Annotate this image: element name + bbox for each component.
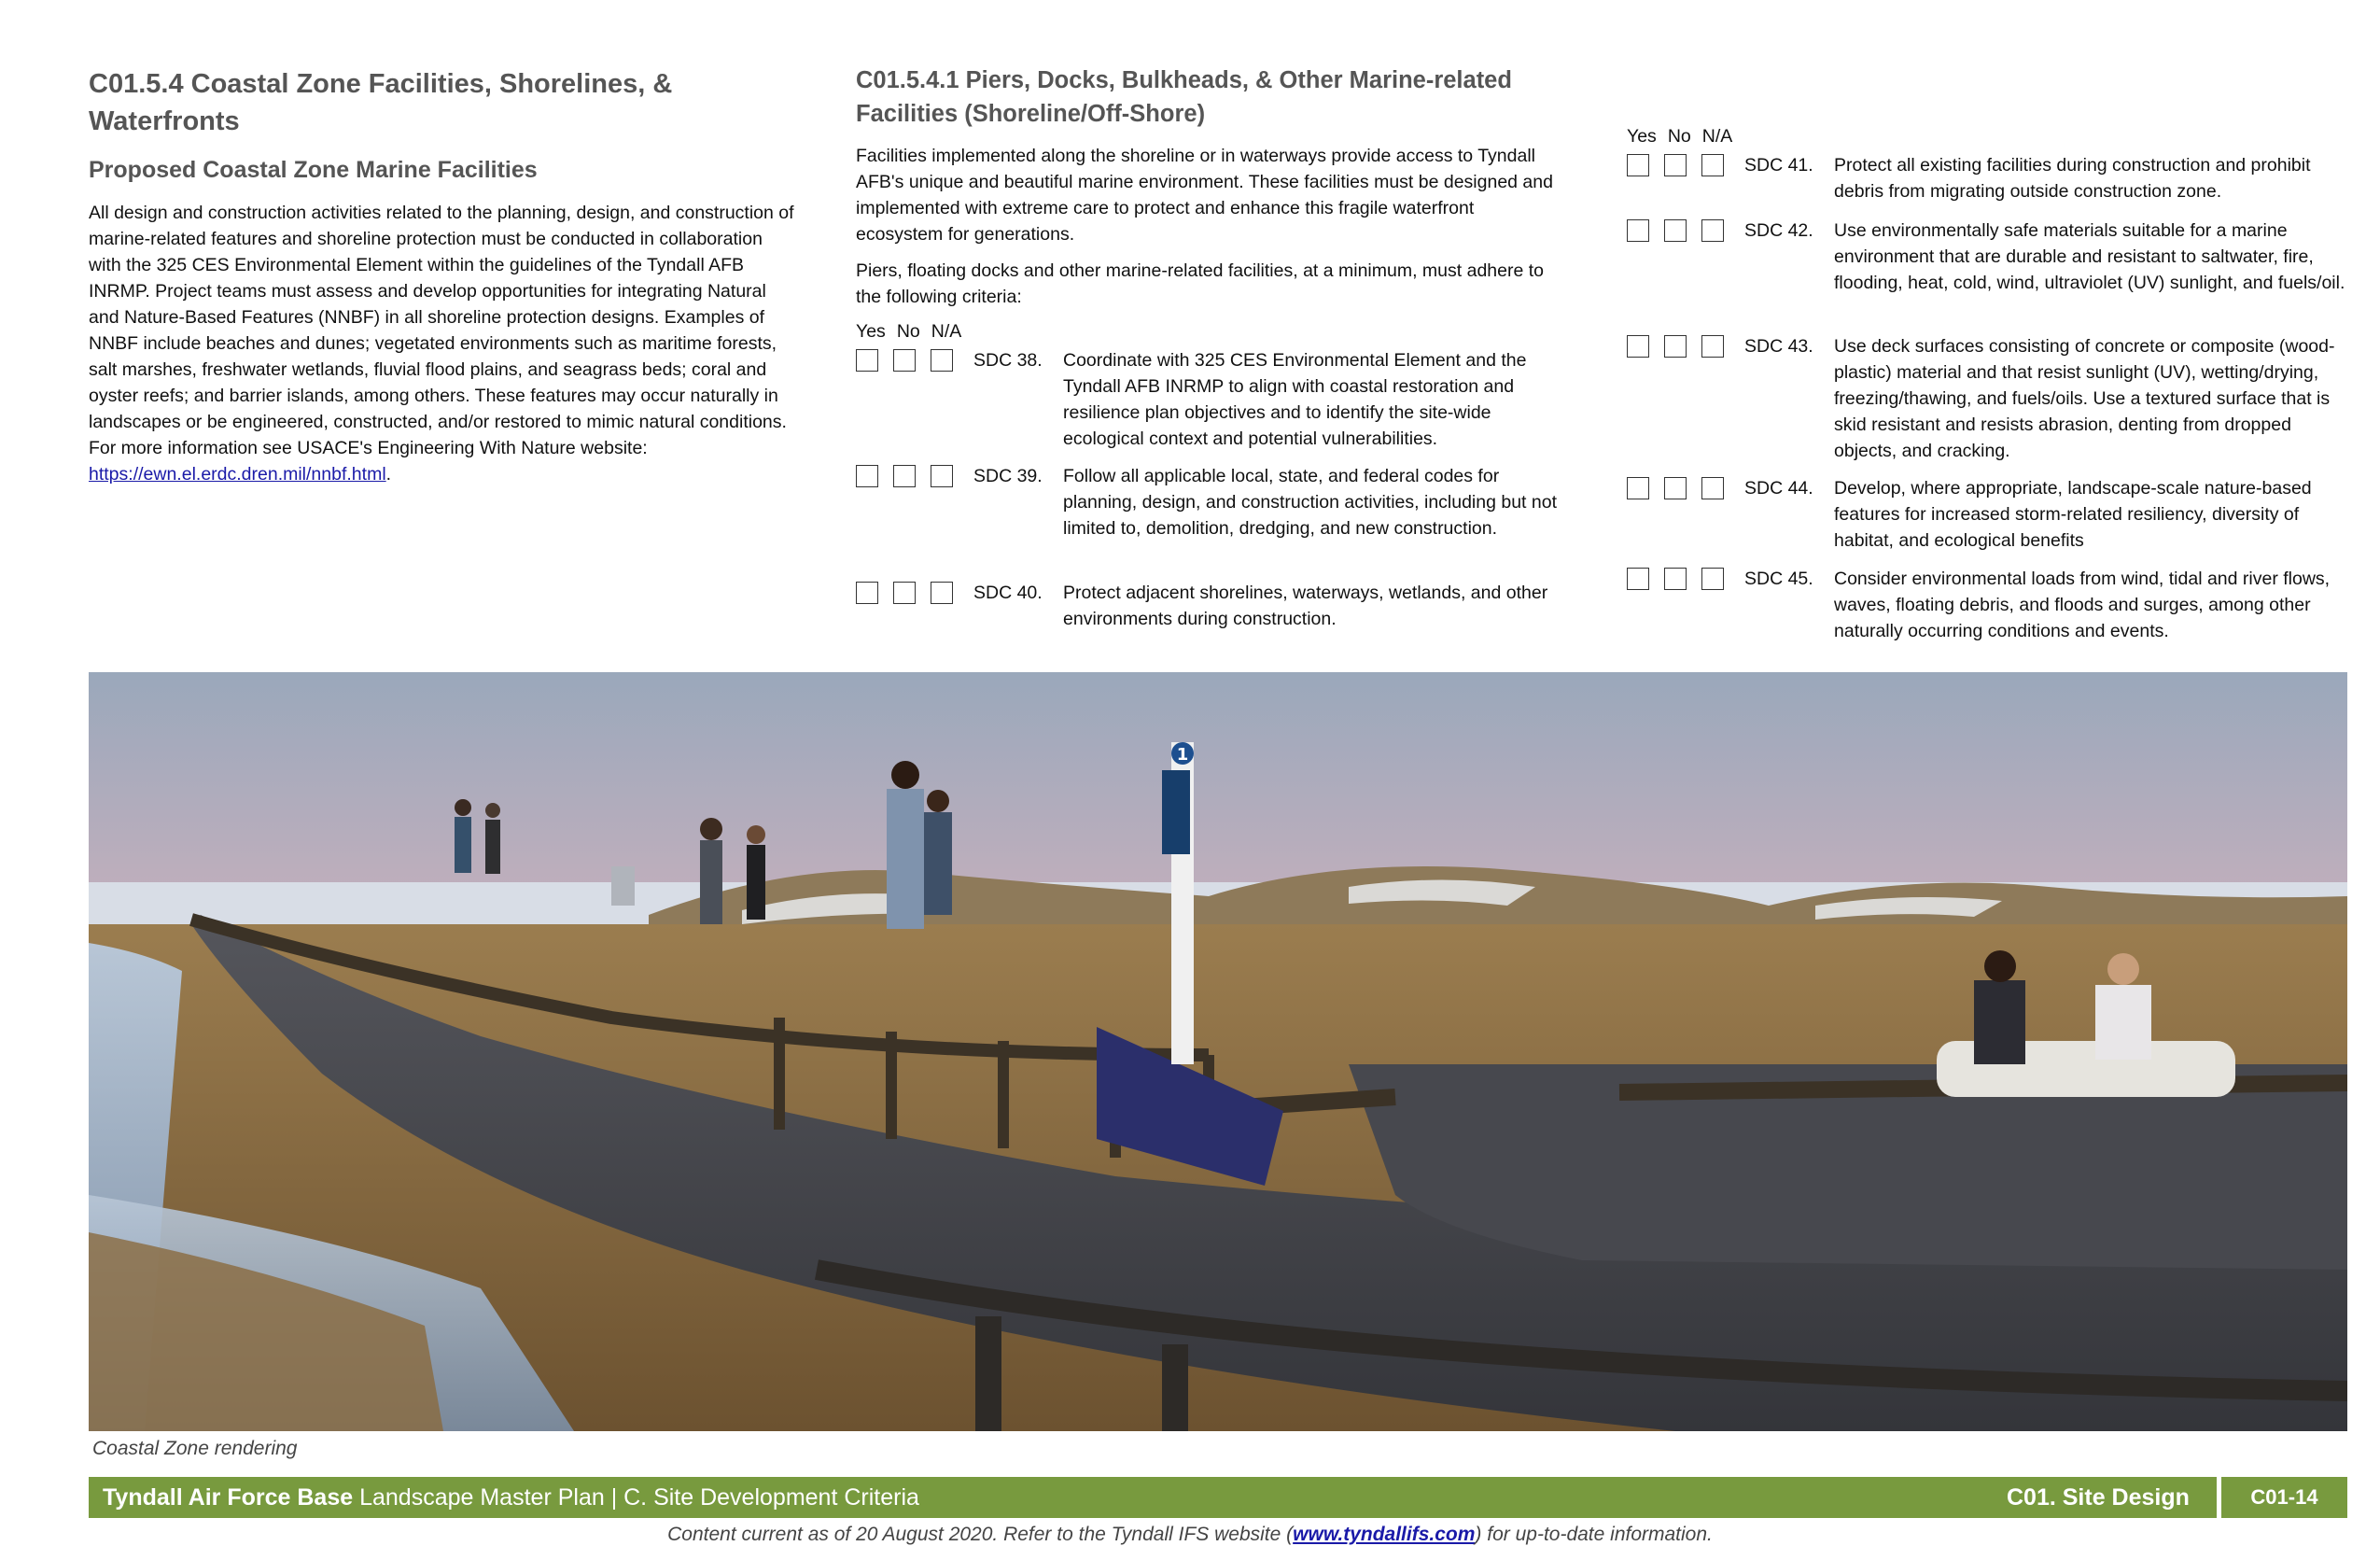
sdc-45-na-checkbox[interactable] [1701,568,1724,590]
footer-bar [89,1477,2347,1518]
criterion-code: SDC 45. [1744,569,1813,589]
criterion-sdc-38 [856,347,1570,452]
sdc-42-na-checkbox[interactable] [1701,219,1724,242]
criterion-code: SDC 41. [1744,155,1813,176]
na-label: N/A [931,321,962,342]
footer-title [103,1477,919,1518]
section-subtitle: Proposed Coastal Zone Marine Facilities [89,157,538,183]
currency-note [0,1524,2380,1546]
sign-number: 1 [1176,745,1189,765]
criterion-code: SDC 39. [973,466,1043,486]
criterion-sdc-45 [1627,566,2355,644]
criterion-code: SDC 38. [973,350,1043,371]
tyndallifs-link[interactable]: www.tyndallifs.com [1293,1524,1476,1545]
sdc-40-na-checkbox[interactable] [931,582,953,604]
criterion-code: SDC 43. [1744,336,1813,357]
sdc-40-no-checkbox[interactable] [893,582,916,604]
criterion-text: Use environmentally safe materials suitable for a marine environment that are durable and resistant to saltwater, fire, flooding, heat, cold, wind, ultraviolet (UV) sunlight, and fuels/oil. [1834,220,2345,293]
sdc-44-no-checkbox[interactable] [1664,477,1687,499]
sdc-39-na-checkbox[interactable] [931,465,953,487]
criterion-text: Protect all existing facilities during construction and prohibit debris from migrating outside construction zone. [1834,155,2311,202]
sdc-39-yes-checkbox[interactable] [856,465,878,487]
sdc-38-no-checkbox[interactable] [893,349,916,372]
sdc-41-na-checkbox[interactable] [1701,154,1724,176]
footer-org: Tyndall Air Force Base [103,1484,354,1511]
criterion-text: Follow all applicable local, state, and federal codes for planning, design, and construction activities, including but not limited to, demolition, dredging, and new construction. [1063,466,1558,539]
no-label: No [1667,126,1691,147]
note-before: Content current as of 20 August 2020. Refer to the Tyndall IFS website ( [667,1524,1294,1545]
na-label: N/A [1701,126,1733,147]
no-label: No [896,321,920,342]
sdc-43-yes-checkbox[interactable] [1627,335,1649,358]
sdc-41-yes-checkbox[interactable] [1627,154,1649,176]
sdc-45-yes-checkbox[interactable] [1627,568,1649,590]
criterion-text: Consider environmental loads from wind, tidal and river flows, waves, floating debris, and floods and surges, among other naturally occurring conditions and events. [1834,569,2331,641]
criterion-sdc-39 [856,463,1570,541]
criterion-code: SDC 40. [973,583,1043,603]
criterion-code: SDC 44. [1744,478,1813,499]
criterion-sdc-44 [1627,475,2355,554]
sdc-39-no-checkbox[interactable] [893,465,916,487]
sdc-41-no-checkbox[interactable] [1664,154,1687,176]
nnbf-link[interactable]: https://ewn.el.erdc.dren.mil/nnbf.html [89,464,386,485]
sdc-42-no-checkbox[interactable] [1664,219,1687,242]
section-title: C01.5.4 Coastal Zone Facilities, Shorelines, & Waterfronts [89,69,673,136]
piers-intro [856,143,1565,320]
coastal-zone-rendering [89,672,2347,1431]
criterion-text: Develop, where appropriate, landscape-scale nature-based features for increased storm-related resiliency, diversity of habitat, and ecological benefits [1834,478,2312,551]
footer-doc: Landscape Master Plan | C. Site Development Criteria [353,1484,919,1511]
piers-intro-paragraph-2: Piers, floating docks and other marine-related facilities, at a minimum, must adhere to the following criteria: [856,260,1545,307]
criterion-code: SDC 42. [1744,220,1813,241]
sdc-44-na-checkbox[interactable] [1701,477,1724,499]
checkbox-header-col3 [1627,126,1743,148]
piers-title: C01.5.4.1 Piers, Docks, Bulkheads, & Other Marine-related Facilities (Shoreline/Off-Shore) [856,67,1512,127]
criterion-text: Coordinate with 325 CES Environmental Element and the Tyndall AFB INRMP to align with coastal restoration and resilience plan objectives and to identify the site-wide ecological context and potential vulnerabilities. [1063,350,1527,449]
yes-label: Yes [856,321,886,342]
criterion-text: Use deck surfaces consisting of concrete or composite (wood-plastic) material and that resist sunlight (UV), wetting/drying, freezing/thawing, and fuels/oils. Use a textured surface that is skid resistant and resists abrasion, denting from dropped objects, and cracking. [1834,336,2335,461]
section-body-text: All design and construction activities related to the planning, design, and construction of marine-related features and shoreline protection must be conducted in collaboration with the 325 CES Environmental Element within the guidelines of the Tyndall AFB INRMP. Project teams must assess and develop opportunities for integrating Natural and Nature-Based Features (NNBF) in all shoreline protection designs. Examples of NNBF include beaches and dunes; vegetated environments such as maritime forests, salt marshes, freshwater wetlands, fluvial flood plains, and seagrass beds; coral and oyster reefs; and barrier islands, among others. These features may occur naturally in landscapes or be engineered, constructed, and/or restored to mimic natural conditions. For more information see USACE's Engineering With Nature website: [89,203,794,458]
sdc-43-no-checkbox[interactable] [1664,335,1687,358]
image-caption: Coastal Zone rendering [92,1438,298,1459]
criterion-sdc-43 [1627,333,2355,464]
checkbox-header-col2 [856,321,973,343]
front-post-2 [1162,1344,1188,1431]
criterion-text: Protect adjacent shorelines, waterways, wetlands, and other environments during construction. [1063,583,1548,629]
criterion-sdc-40 [856,580,1570,632]
lifeguard-tower [611,866,635,906]
link-suffix: . [385,464,392,485]
criterion-sdc-41 [1627,152,2355,204]
note-after: ) for up-to-date information. [1475,1524,1713,1545]
footer-section: C01. Site Design [2007,1484,2190,1511]
piers-intro-paragraph-1: Facilities implemented along the shoreline or in waterways provide access to Tyndall AFB's unique and beautiful marine environment. These facilities must be designed and implemented with extreme care to protect and enhance this fragile waterfront ecosystem for generations. [856,146,1553,245]
yes-label: Yes [1627,126,1657,147]
front-post [975,1316,1001,1431]
sdc-40-yes-checkbox[interactable] [856,582,878,604]
page-number: C01-14 [2250,1485,2318,1509]
sdc-43-na-checkbox[interactable] [1701,335,1724,358]
sdc-38-na-checkbox[interactable] [931,349,953,372]
sdc-44-yes-checkbox[interactable] [1627,477,1649,499]
sdc-42-yes-checkbox[interactable] [1627,219,1649,242]
section-body [89,200,798,487]
sdc-45-no-checkbox[interactable] [1664,568,1687,590]
sdc-38-yes-checkbox[interactable] [856,349,878,372]
criterion-sdc-42 [1627,218,2355,296]
sign-panel [1162,770,1190,854]
